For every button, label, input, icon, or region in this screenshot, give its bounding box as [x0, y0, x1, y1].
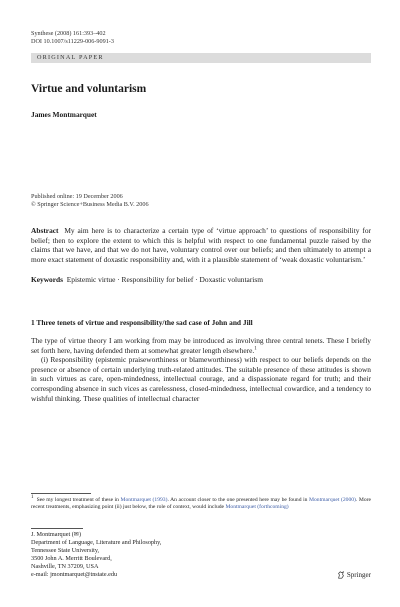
paper-type-band	[31, 53, 371, 63]
address-dept: Department of Language, Literature and Philosophy,	[31, 539, 162, 546]
footnote-text-1: See my longest treatment of these in	[36, 497, 121, 503]
address-street: 3500 John A. Merritt Boulevard,	[31, 555, 112, 562]
footnote-text-3: . More recent treatments, emphasizing point (ii) just below, the role of context, would include	[31, 497, 371, 511]
section-heading: 1 Three tenets of virtue and responsibility/the sad case of John and Jill	[31, 318, 253, 327]
copyright: © Springer Science+Business Media B.V. 2006	[31, 201, 149, 208]
author-address	[31, 531, 161, 579]
abstract-text: My aim here is to characterize a certain type of ‘virtue approach’ to questions of responsibility for belief; then to explore the extent to which this is helpful with respect to one fundamental puzzle raised by the claims that we have, and that we do not have, voluntary control over our beliefs; and then ultimately to attempt a more exact statement of doxastic responsibility and, with it a plausible statement of ‘weak doxastic voluntarism.’	[31, 226, 371, 264]
author-name: James Montmarquet	[31, 110, 97, 119]
address-divider	[31, 528, 83, 529]
paper-type-label: ORIGINAL PAPER	[37, 54, 104, 61]
abstract-label: Abstract	[31, 226, 59, 235]
footnote-divider	[31, 493, 91, 494]
reference-link-1993[interactable]: Montmarquet (1993)	[120, 497, 168, 503]
paragraph	[31, 336, 371, 355]
journal-header	[31, 30, 114, 46]
address-name: J. Montmarquet (✉)	[31, 531, 82, 538]
footnote-number: 1	[31, 495, 34, 501]
paper-title: Virtue and voluntarism	[31, 83, 147, 95]
address-univ: Tennessee State University,	[31, 547, 100, 554]
published-date: Published online: 19 December 2006	[31, 193, 123, 200]
body-text	[31, 336, 371, 403]
paragraph-1-text: The type of virtue theory I am working from may be introduced as involving three central tenets. These I briefly set forth here, having defended them at somewhat greater length elsewhere.	[31, 336, 371, 355]
publisher-logo	[337, 571, 371, 579]
journal-citation: Synthese (2008) 161:393–402	[31, 30, 106, 37]
abstract	[31, 226, 371, 264]
address-email: e-mail: jmontmarquet@tnstate.edu	[31, 571, 118, 578]
footnote	[31, 497, 371, 511]
keywords-label: Keywords	[31, 275, 64, 284]
publisher-name: Springer	[346, 571, 371, 579]
reference-link-forthcoming[interactable]: Montmarquet (forthcoming)	[225, 504, 289, 511]
paragraph-2-text: (i) Responsibility (epistemic praiseworthiness or blameworthiness) with respect to our beliefs depends on the presence or absence of certain underlying truth-related attitudes. The suitable presence of these attitudes is shown in such virtues as care, open-mindedness, intellectual courage, and a dispassionate regard for truth; and their corresponding absence in such vices as carelessness, closed-mindedness, intellectual cowardice, and a tendency to wishful thinking. These qualities of intellectual character	[31, 355, 371, 403]
keywords-text: Epistemic virtue · Responsibility for belief · Doxastic voluntarism	[66, 275, 263, 284]
footnote-text-2: . An account closer to the one presented here may be found in	[167, 497, 309, 503]
paragraph	[31, 355, 371, 403]
address-city: Nashville, TN 37209, USA	[31, 563, 99, 570]
reference-link-2000[interactable]: Montmarquet (2000)	[309, 497, 356, 503]
springer-horse-icon	[337, 571, 345, 579]
doi: DOI 10.1007/s11229-006-9091-3	[31, 38, 114, 45]
keywords	[31, 275, 371, 285]
footnote-marker: 1	[254, 346, 257, 352]
publication-info	[31, 193, 149, 209]
